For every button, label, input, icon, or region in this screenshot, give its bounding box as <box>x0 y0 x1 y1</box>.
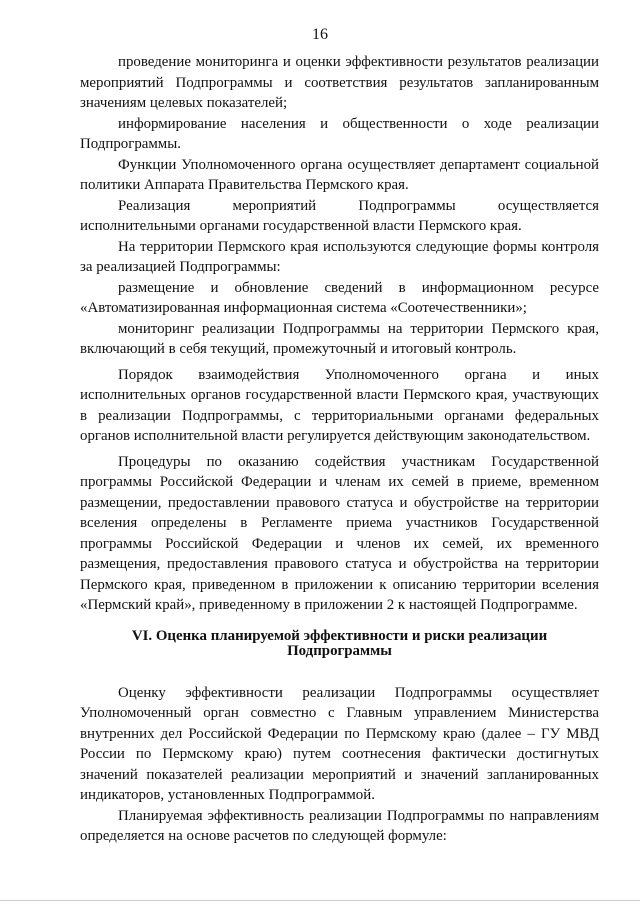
page-number: 16 <box>312 26 328 43</box>
paragraph: Функции Уполномоченного органа осуществляет департамент социальной политики Аппарата Правительства Пермского края. <box>80 156 599 193</box>
section-heading <box>80 629 599 659</box>
paragraph: На территории Пермского края используются следующие формы контроля за реализацией Подпрограммы: <box>80 238 599 275</box>
paragraph: размещение и обновление сведений в информационном ресурсе «Автоматизированная информационная система «Соотечественники»; <box>80 279 599 316</box>
paragraph: Планируемая эффективность реализации Подпрограммы по направлениям определяется на основе расчетов по следующей формуле: <box>80 807 599 844</box>
paragraph: проведение мониторинга и оценки эффективности результатов реализации мероприятий Подпрограммы и соответствия результатов запланированным значениям целевых показателей; <box>80 54 599 111</box>
paragraph: информирование населения и общественности о ходе реализации Подпрограммы. <box>80 115 599 152</box>
paragraph: Оценку эффективности реализации Подпрограммы осуществляет Уполномоченный орган совместно с Главным управлением Министерства внутренних дел Российской Федерации по Пермскому краю (далее – ГУ МВД России по Пермскому краю) путем соотнесения фактически достигнутых значений показателей реализации мероприятий и значений запланированных индикаторов, установленных Подпрограммой. <box>80 684 599 803</box>
section-heading-line-1: VI. Оценка планируемой эффективности и риски реализации <box>131 627 548 644</box>
paragraph: мониторинг реализации Подпрограммы на территории Пермского края, включающий в себя текущий, промежуточный и итоговый контроль. <box>80 320 599 357</box>
paragraph: Процедуры по оказанию содействия участникам Государственной программы Российской Федерации и членам их семей в приеме, временном размещении, предоставлении правового статуса и обустройстве на территории вселения определены в Регламенте приема участников Государственной программы Российской Федерации и членов их семей, их временного размещения, предоставления правового статуса и обустройства на территории Пермского края, приведенном в приложении к описанию территории вселения «Пермский край», приведенному в приложении 2 к настоящей Подпрограмме. <box>80 453 599 613</box>
paragraph: Порядок взаимодействия Уполномоченного органа и иных исполнительных органов государственной власти Пермского края, участвующих в реализации Подпрограммы, с территориальными органами федеральных органов исполнительной власти регулируется действующим законодательством. <box>80 366 599 444</box>
scan-bottom-edge <box>0 900 640 901</box>
page-content <box>80 52 599 847</box>
section-heading-line-2: Подпрограммы <box>287 642 392 659</box>
paragraph: Реализация мероприятий Подпрограммы осуществляется исполнительными органами государственной власти Пермского края. <box>80 197 599 234</box>
